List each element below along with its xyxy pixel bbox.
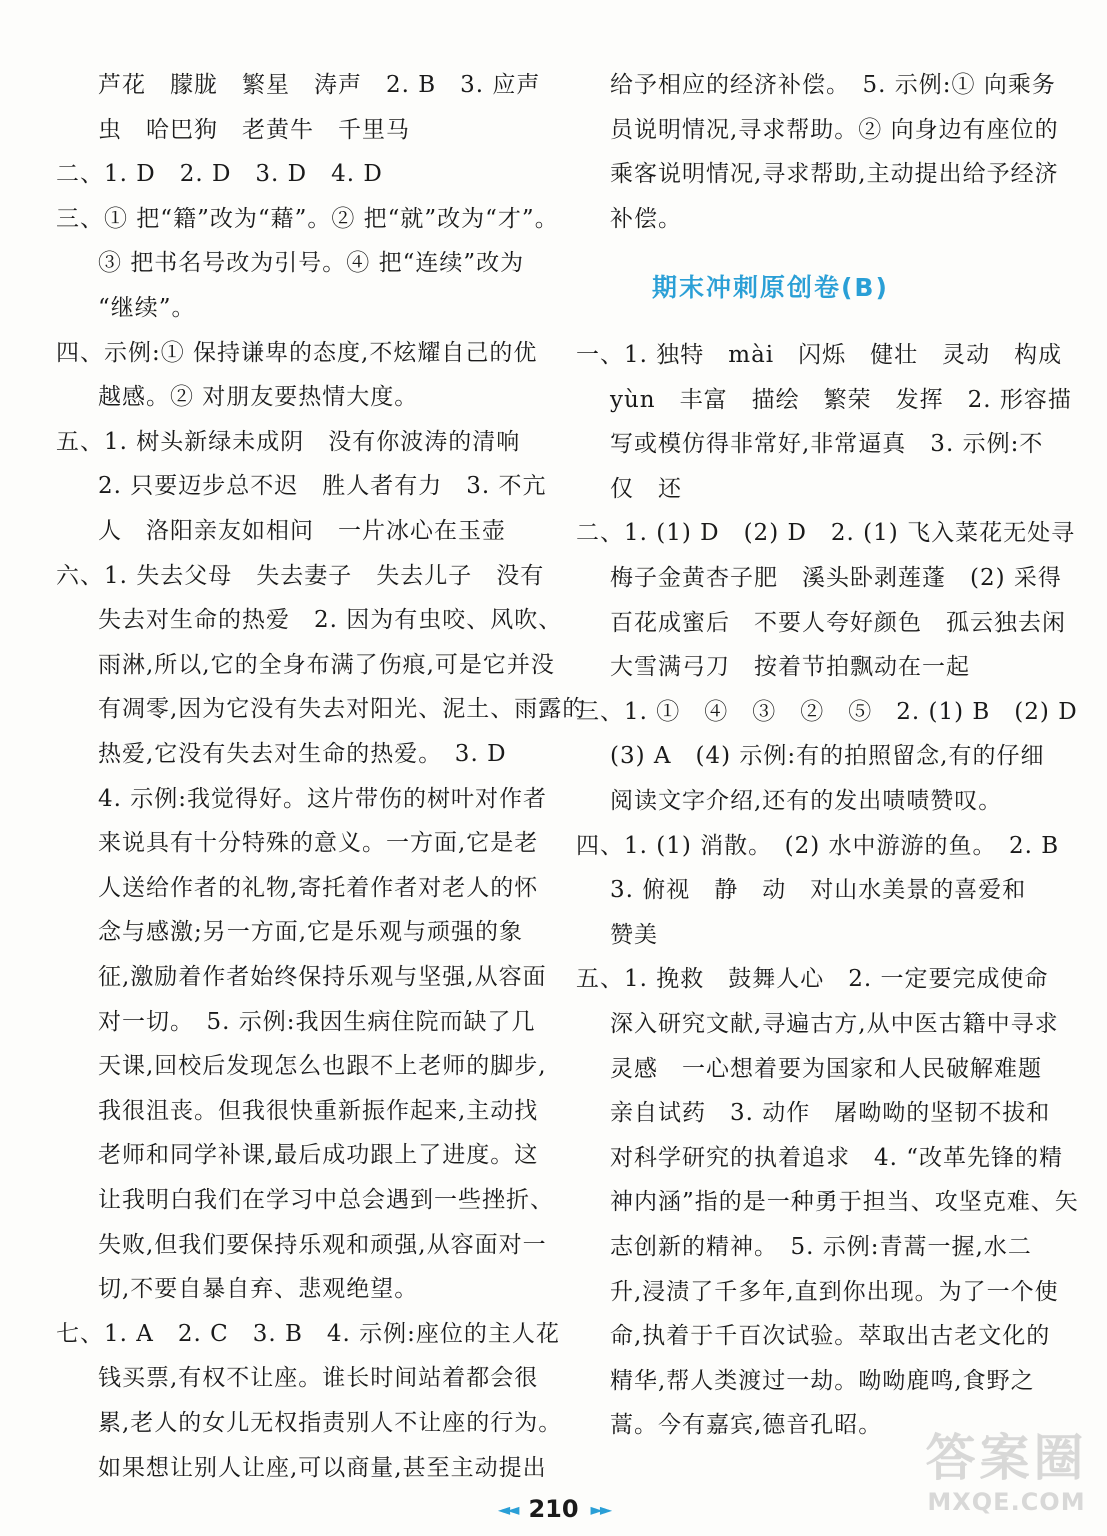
answer-line: 写或模仿得非常好,非常逼真 3. 示例:不 — [610, 431, 1044, 458]
answer-line: 乘客说明情况,寻求帮助,主动提出给予经济 — [610, 161, 1059, 188]
answer-line: 七、1. A 2. C 3. B 4. 示例:座位的主人花 — [56, 1320, 560, 1347]
answer-line: 阅读文字介绍,还有的发出啧啧赞叹。 — [610, 788, 1003, 814]
answer-line: 4. 示例:我觉得好。这片带伤的树叶对作者 — [98, 785, 548, 812]
answer-line: 钱买票,有权不让座。谁长时间站着都会很 — [98, 1365, 539, 1392]
answer-line: 来说具有十分特殊的意义。一方面,它是老 — [98, 830, 539, 857]
answer-line: 仅 还 — [610, 475, 682, 502]
prev-arrows-icon: ◄◄ — [497, 1499, 517, 1519]
answer-line: 梅子金黄杏子肥 溪头卧剥莲蓬 (2) 采得 — [610, 565, 1062, 591]
answer-line: 切,不要自暴自弃、悲观绝望。 — [98, 1276, 419, 1303]
answer-line: 志创新的精神。 5. 示例:青蒿一握,水二 — [610, 1234, 1032, 1260]
answer-line: 虫 哈巴狗 老黄牛 千里马 — [98, 116, 410, 143]
answer-line: 四、1. (1) 消散。 (2) 水中游游的鱼。 2. B — [576, 832, 1060, 859]
answer-line: 亲自试药 3. 动作 屠呦呦的坚韧不拔和 — [610, 1100, 1051, 1127]
answer-line: 命,执着于千百次试验。萃取出古老文化的 — [610, 1323, 1051, 1350]
answer-line: ③ 把书名号改为引号。④ 把“连续”改为 — [98, 250, 525, 277]
answer-line: 失去对生命的热爱 2. 因为有虫咬、风吹、 — [98, 607, 563, 634]
answer-line: 灵感 一心想着要为国家和人民破解难题 — [610, 1055, 1042, 1082]
answer-line: 一、1. 独特 mài 闪烁 健壮 灵动 构成 — [576, 342, 1063, 368]
answer-line: 六、1. 失去父母 失去妻子 失去儿子 没有 — [56, 562, 545, 589]
answer-line: 雨淋,所以,它的全身布满了伤痕,可是它并没 — [98, 651, 555, 678]
answer-line: 蒿。今有嘉宾,德音孔昭。 — [610, 1412, 883, 1439]
answer-line: 人送给作者的礼物,寄托着作者对老人的怀 — [98, 874, 539, 901]
answer-line: 天课,回校后发现怎么也跟不上老师的脚步, — [98, 1053, 547, 1080]
answer-line: 让我明白我们在学习中总会遇到一些挫折、 — [98, 1187, 554, 1213]
answer-line: 深入研究文献,寻遍古方,从中医古籍中寻求 — [610, 1011, 1059, 1037]
answer-line: 对一切。 5. 示例:我因生病住院而缺了几 — [98, 1008, 536, 1035]
answer-line: (3) A (4) 示例:有的拍照留念,有的仔细 — [610, 743, 1045, 770]
answer-line: 五、1. 树头新绿未成阴 没有你波涛的清响 — [56, 428, 521, 455]
answer-line: 三、1. ① ④ ③ ② ⑤ 2. (1) B (2) D — [576, 698, 1078, 725]
answer-line: 我很沮丧。但我很快重新振作起来,主动找 — [98, 1097, 539, 1124]
page-number: 210 — [528, 1495, 579, 1523]
answer-line: 精华,帮人类渡过一劫。呦呦鹿鸣,食野之 — [610, 1367, 1035, 1394]
watermark-url: MXQE.COM — [927, 1488, 1086, 1516]
answer-line: 员说明情况,寻求帮助。② 向身边有座位的 — [610, 116, 1059, 143]
answer-line: 如果想让别人让座,可以商量,甚至主动提出 — [98, 1454, 547, 1481]
answer-line: 老师和同学补课,最后成功跟上了进度。这 — [98, 1142, 539, 1169]
watermark-mark: 答案圈 — [925, 1429, 1088, 1487]
answer-line: 热爱,它没有失去对生命的热爱。 3. D — [98, 741, 507, 767]
answer-line: 赞美 — [610, 921, 658, 948]
answer-line: 累,老人的女儿无权指责别人不让座的行为。 — [98, 1410, 563, 1436]
answer-line: 补偿。 — [610, 205, 682, 232]
answer-line: 四、示例:① 保持谦卑的态度,不炫耀自己的优 — [56, 339, 538, 366]
answer-line: “继续”。 — [98, 295, 196, 321]
answer-line: 人 洛阳亲友如相问 一片冰心在玉壶 — [98, 518, 506, 544]
watermark-logo — [914, 1428, 1099, 1528]
answer-line: 念与感激;另一方面,它是乐观与顽强的象 — [98, 919, 524, 946]
answer-line: 神内涵”指的是一种勇于担当、攻坚克难、矢 — [610, 1189, 1079, 1216]
answer-line: 五、1. 挽救 鼓舞人心 2. 一定要完成使命 — [576, 966, 1049, 993]
answer-line: 有凋零,因为它没有失去对阳光、泥土、雨露的 — [98, 696, 587, 723]
answer-line: 百花成蜜后 不要人夸好颜色 孤云独去闲 — [610, 609, 1066, 636]
answer-line: 三、① 把“籍”改为“藉”。② 把“就”改为“才”。 — [56, 205, 559, 232]
answer-line: 给予相应的经济补偿。 5. 示例:① 向乘务 — [610, 72, 1056, 98]
answer-line: 2. 只要迈步总不迟 胜人者有力 3. 不亢 — [98, 473, 547, 500]
answer-line: 大雪满弓刀 按着节拍飘动在一起 — [610, 654, 970, 681]
answer-line: 越感。② 对朋友要热情大度。 — [98, 384, 419, 411]
section-title: 期末冲刺原创卷(B) — [652, 273, 889, 302]
answer-line: 升,浸渍了千多年,直到你出现。为了一个使 — [610, 1278, 1059, 1305]
answer-line: 二、1. (1) D (2) D 2. (1) 飞入菜花无处寻 — [576, 520, 1076, 547]
answer-line: yùn 丰富 描绘 繁荣 发挥 2. 形容描 — [610, 386, 1072, 413]
next-arrows-icon: ►► — [590, 1499, 610, 1519]
answer-line: 征,激励着作者始终保持乐观与坚强,从容面 — [98, 964, 547, 990]
answer-line: 对科学研究的执着追求 4. “改革先锋的精 — [610, 1144, 1064, 1171]
answer-line: 二、1. D 2. D 3. D 4. D — [56, 161, 383, 188]
answer-line: 3. 俯视 静 动 对山水美景的喜爱和 — [610, 877, 1027, 904]
answer-line: 失败,但我们要保持乐观和顽强,从容面对一 — [98, 1231, 547, 1258]
answer-line: 芦花 朦胧 繁星 涛声 2. B 3. 应声 — [98, 72, 541, 98]
